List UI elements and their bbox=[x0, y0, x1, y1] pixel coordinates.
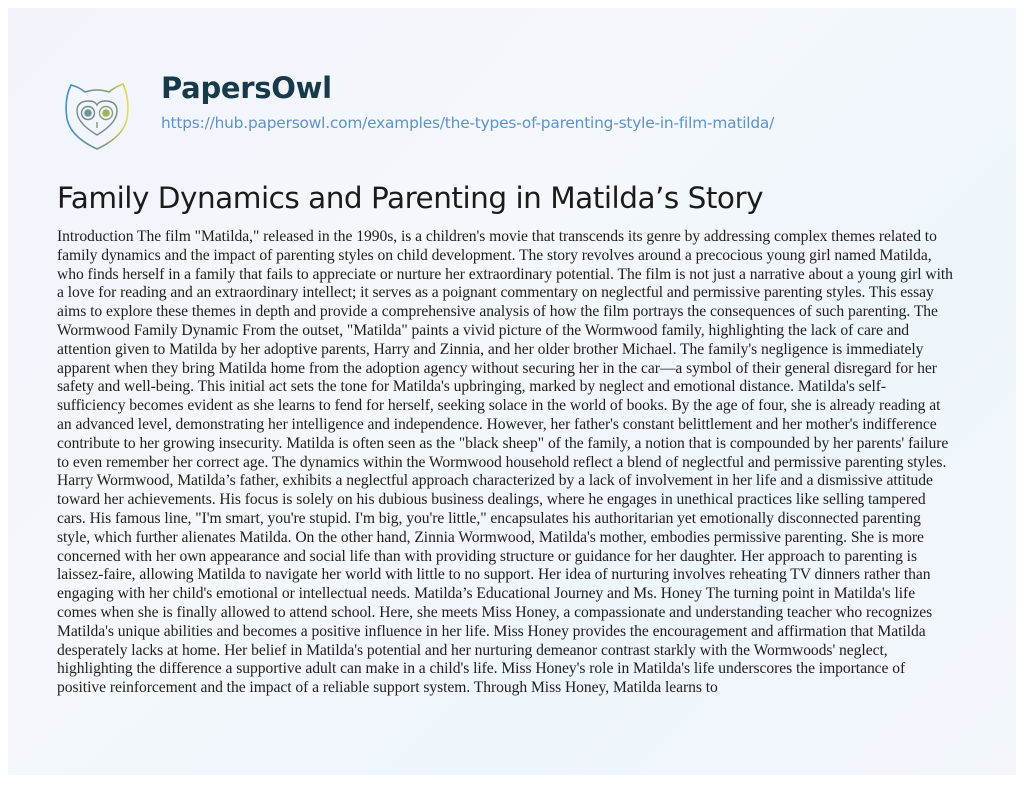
body-line: desperately lacks at home. Her belief in Matilda's potential and her nurturing demeanor contrast starkly with the Wormwoods' neglect, bbox=[57, 641, 888, 659]
body-line: toward her achievements. His focus is solely on his dubious business dealings, where he engages in unethical practices like selling tampered bbox=[57, 491, 926, 509]
body-line: style, which further alienates Matilda. On the other hand, Zinnia Wormwood, Matilda's mother, embodies permissive parenting. She is more bbox=[57, 528, 924, 546]
body-line: contribute to her growing insecurity. Matilda is often seen as the "black sheep" of the family, a notion that is compounded by her parents' failure bbox=[57, 434, 949, 452]
source-url-link[interactable]: https://hub.papersowl.com/examples/the-types-of-parenting-style-in-film-matilda/ bbox=[161, 114, 775, 132]
body-line: aims to explore these themes in depth and provide a comprehensive analysis of how the film portrays the consequences of such parenting. The bbox=[57, 303, 938, 321]
body-line: Wormwood Family Dynamic From the outset, "Matilda" paints a vivid picture of the Wormwood family, highlighting the lack of care and bbox=[57, 321, 910, 339]
body-line: sufficiency becomes evident as she learns to fend for herself, seeking solace in the world of books. By the age of four, she is already reading at bbox=[57, 397, 941, 415]
body-line: comes when she is finally allowed to attend school. Here, she meets Miss Honey, a compassionate and understanding teacher who recognizes bbox=[57, 603, 933, 621]
body-line: apparent when they bring Matilda home from the adoption agency without securing her in the car—a symbol of their general disregard for her bbox=[57, 359, 937, 377]
body-line: Matilda's unique abilities and becomes a positive influence in her life. Miss Honey provides the encouragement and affirmation that Matilda bbox=[57, 622, 926, 640]
body-line: a love for reading and an extraordinary intellect; it serves as a poignant commentary on neglectful and permissive parenting styles. This essay bbox=[57, 284, 934, 302]
body-line: who finds herself in a family that fails to appreciate or nurture her extraordinary potential. The film is not just a narrative about a young girl with bbox=[57, 265, 953, 283]
document-card bbox=[8, 8, 1016, 775]
page-title: Family Dynamics and Parenting in Matilda’s Story bbox=[57, 181, 764, 215]
body-line: cars. His famous line, "I'm smart, you're stupid. I'm big, you're little," encapsulates his authoritarian yet emotionally disconnected parenting bbox=[57, 509, 921, 527]
body-line: positive reinforcement and the impact of a reliable support system. Through Miss Honey, Matilda learns to bbox=[57, 679, 718, 697]
body-line: an advanced level, demonstrating her intelligence and independence. However, her father's constant belittlement and her mother's indifference bbox=[57, 415, 937, 433]
body-line: laissez-faire, allowing Matilda to navigate her world with little to no support. Her idea of nurturing involves reheating TV dinners rather than bbox=[57, 566, 931, 584]
body-line: highlighting the difference a supportive adult can make in a child's life. Miss Honey's role in Matilda's life underscores the importance of bbox=[57, 660, 906, 678]
owl-logo-icon bbox=[57, 73, 137, 153]
brand-name[interactable]: PapersOwl bbox=[161, 71, 332, 105]
body-line: safety and well-being. This initial act sets the tone for Matilda's upbringing, marked by neglect and emotional distance. Matilda's self- bbox=[57, 378, 887, 396]
body-line: family dynamics and the impact of parenting styles on child development. The story revolves around a precocious young girl named Matilda, bbox=[57, 246, 932, 264]
body-line: to even remember her correct age. The dynamics within the Wormwood household reflect a blend of neglectful and permissive parenting styles. bbox=[57, 453, 947, 471]
body-line: engaging with her child's emotional or intellectual needs. Matilda’s Educational Journey and Ms. Honey The turning point in Matilda's life bbox=[57, 585, 916, 603]
body-line: Introduction The film "Matilda," released in the 1990s, is a children's movie that transcends its genre by addressing complex themes related to bbox=[57, 228, 937, 245]
body-line: concerned with her own appearance and social life than with providing structure or guidance for her daughter. Her approach to parenting is bbox=[57, 547, 917, 565]
body-line: Harry Wormwood, Matilda’s father, exhibits a neglectful approach characterized by a lack of involvement in her life and a dismissive attitude bbox=[57, 472, 933, 490]
article-body bbox=[57, 228, 1024, 698]
body-line: attention given to Matilda by her adoptive parents, Harry and Zinnia, and her older brother Michael. The family's negligence is immediately bbox=[57, 340, 924, 358]
